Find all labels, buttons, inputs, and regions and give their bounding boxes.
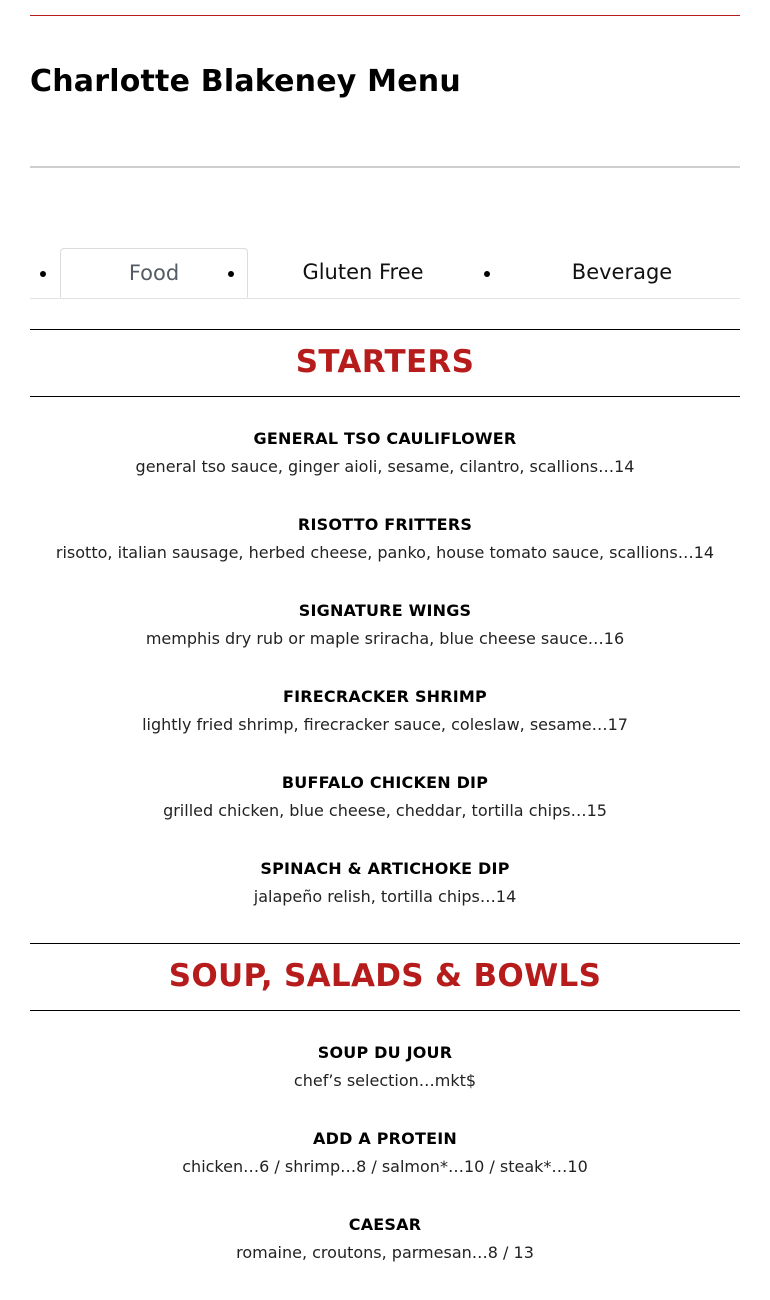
menu-item-name: SIGNATURE WINGS: [298, 601, 472, 620]
menu-item-name: SPINACH & ARTICHOKE DIP: [260, 859, 510, 878]
menu-item-description: chef’s selection…mkt$: [293, 1071, 477, 1090]
soup-salads-bowls-list: [30, 1042, 740, 1300]
menu-item-name: SOUP DU JOUR: [317, 1043, 453, 1062]
section-title-soup-salads-bowls: SOUP, SALADS & BOWLS: [30, 943, 740, 1011]
menu-item-description: risotto, italian sausage, herbed cheese, panko, house tomato sauce, scallions…14: [55, 543, 715, 562]
menu-item-description: jalapeño relish, tortilla chips…14: [253, 887, 517, 906]
menu-item-name: BUFFALO CHICKEN DIP: [281, 773, 489, 792]
section-title-starters: STARTERS: [30, 329, 740, 397]
tab-food[interactable]: [30, 248, 230, 298]
menu-item-description: grilled chicken, blue cheese, cheddar, tortilla chips…15: [163, 801, 607, 820]
menu-item: [30, 686, 740, 772]
menu-item: [30, 1214, 740, 1300]
page-title: Charlotte Blakeney Menu: [30, 64, 461, 99]
menu-item: [30, 858, 740, 944]
menu-item-description: chicken…6 / shrimp…8 / salmon*…10 / steak*…10: [182, 1157, 588, 1176]
menu-item: [30, 428, 740, 514]
bullet-icon: [484, 271, 490, 277]
menu-item-name: ADD A PROTEIN: [313, 1129, 457, 1148]
menu-item-name: CAESAR: [348, 1215, 422, 1234]
title-divider: [30, 166, 740, 168]
menu-item-name: RISOTTO FRITTERS: [297, 515, 473, 534]
tab-gluten-free-label[interactable]: Gluten Free: [302, 260, 424, 284]
menu-item: [30, 600, 740, 686]
menu-item: [30, 772, 740, 858]
menu-item-description: general tso sauce, ginger aioli, sesame, cilantro, scallions…14: [135, 457, 635, 476]
starters-list: [30, 428, 740, 944]
menu-tabs: [30, 248, 740, 299]
menu-item-description: lightly fried shrimp, firecracker sauce, coleslaw, sesame…17: [142, 715, 628, 734]
tab-beverage-label[interactable]: Beverage: [571, 260, 673, 284]
menu-item-name: GENERAL TSO CAULIFLOWER: [253, 429, 517, 448]
bullet-icon: [40, 271, 46, 277]
menu-item-name: FIRECRACKER SHRIMP: [283, 687, 487, 706]
tab-gluten-free[interactable]: [218, 248, 478, 298]
tab-beverage[interactable]: [474, 248, 740, 298]
menu-item-description: memphis dry rub or maple sriracha, blue cheese sauce…16: [145, 629, 625, 648]
menu-item-description: romaine, croutons, parmesan…8 / 13: [236, 1243, 534, 1262]
bullet-icon: [228, 271, 234, 277]
menu-item: [30, 1042, 740, 1128]
menu-item: [30, 514, 740, 600]
tab-food-label[interactable]: Food: [60, 248, 248, 298]
menu-item: [30, 1128, 740, 1214]
top-accent-rule: [30, 15, 740, 16]
